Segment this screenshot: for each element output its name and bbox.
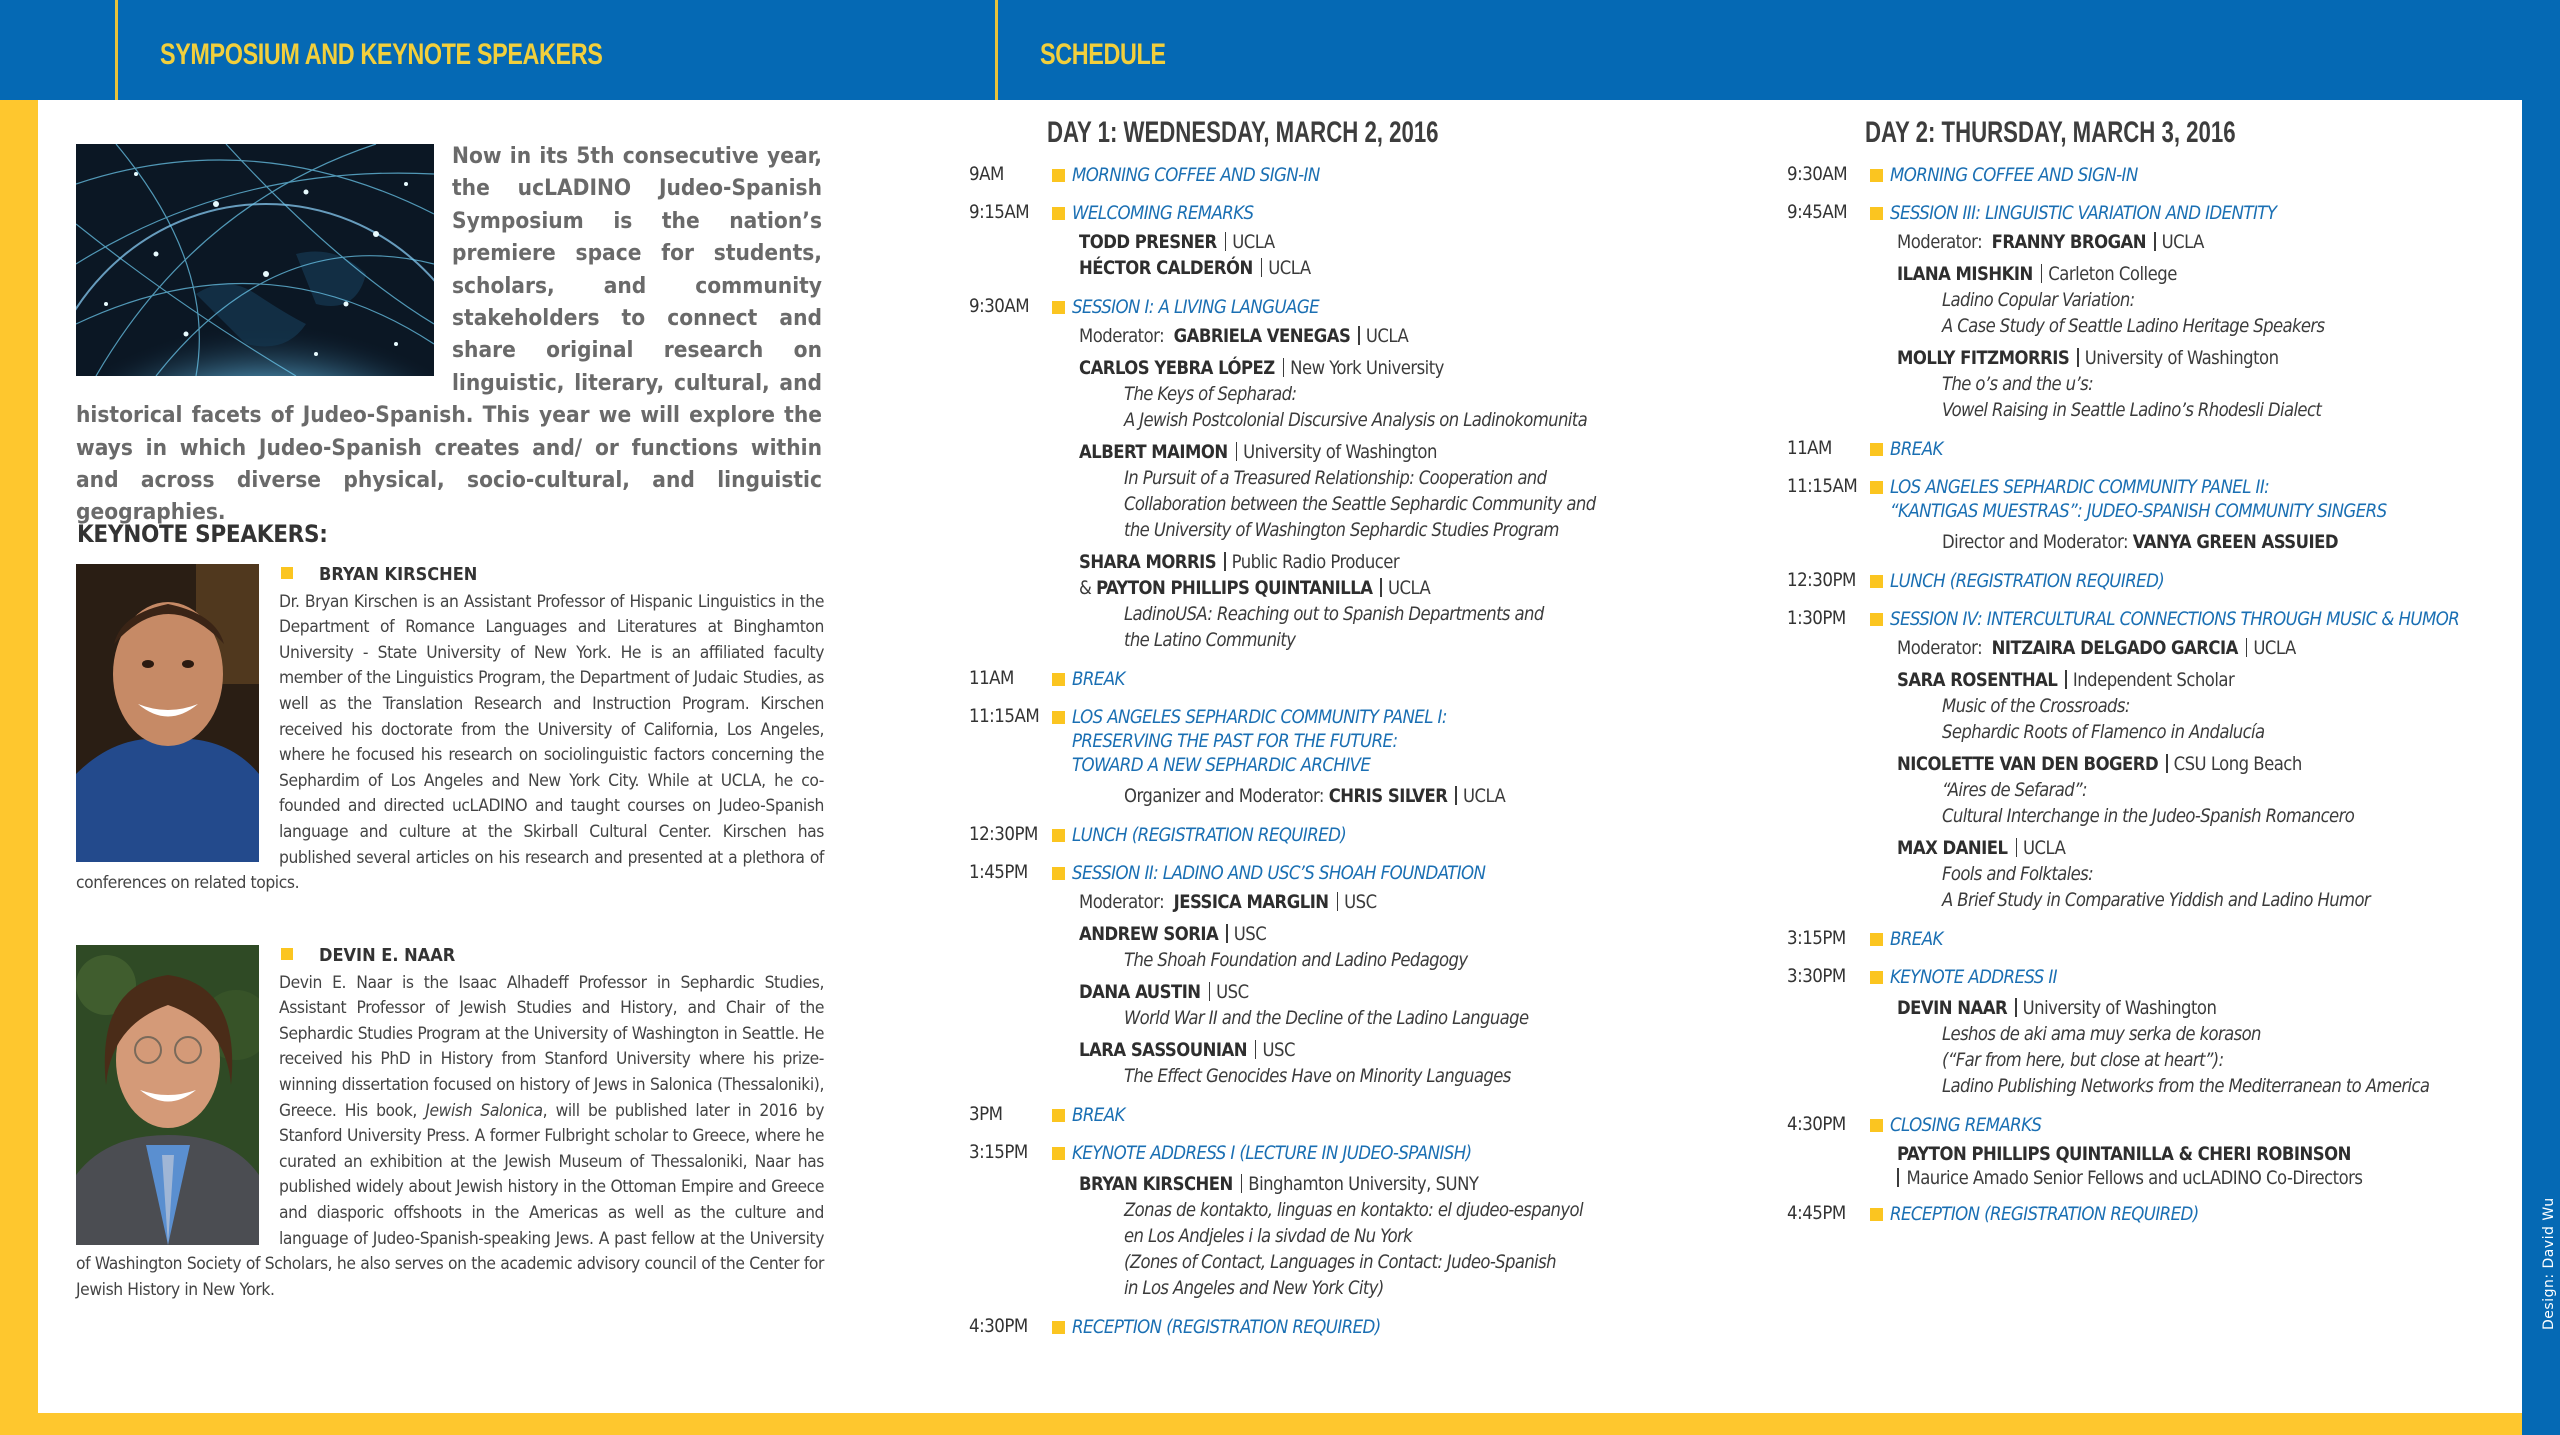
talk [969,1038,1729,1090]
entry-time: 9AM [969,164,1004,185]
schedule-entry [969,164,1729,188]
yellow-square-bullet-icon [1870,613,1883,626]
schedule-entry [1787,476,2547,556]
event-title: SESSION IV: INTERCULTURAL CONNECTIONS THROUGH MUSIC & HUMOR [1890,609,2460,630]
globe-network-image [76,144,434,376]
moderator-affiliation: UCLA [2161,232,2204,253]
day-title: DAY 1: WEDNESDAY, MARCH 2, 2016 [1047,116,1439,149]
presenter [1079,256,1729,282]
talk [1787,996,2547,1100]
moderator [1897,230,2547,256]
schedule-entry [969,706,1729,810]
event-title: MORNING COFFEE AND SIGN-IN [1890,165,2138,186]
moderator-affiliation: UCLA [2253,638,2296,659]
separator-bar [2154,232,2156,251]
bio-text: , will be published later in 2016 by Stanford University Press. A former Fulbright scholar to Greece, where he curated an exhibition at the Jewish Museum of Thessaloniki, Naar has published widely about Jewish history in the Ottoman Empire and Greece and diasporic offshoots in the Americas as well as the culture and language of Judeo-Spanish-speaking Jews. A past fellow at the University of Washington Society of Scholars, he also serves on the academic advisory council of the Center for Jewish History in New York. [76,1100,824,1300]
keynote-speaker-naar [76,943,824,1303]
separator-bar [1224,552,1226,571]
separator-bar [1897,1168,1899,1187]
presenter-affiliation: Binghamton University, SUNY [1248,1174,1479,1195]
entry-time: 4:30PM [969,1316,1028,1337]
schedule-entry [969,1104,1729,1128]
moderator [1897,636,2547,662]
talk-title: Ladino Copular Variation: A Case Study of Seattle Ladino Heritage Speakers [1942,290,2325,337]
presenter-affiliation: Carleton College [2048,264,2177,285]
presenter [1079,230,1729,256]
co-presenter [1079,576,1729,602]
talk-title: The Keys of Sepharad: A Jewish Postcolonial Discursive Analysis on Ladinokomunita [1124,384,1588,431]
event-title: LOS ANGELES SEPHARDIC COMMUNITY PANEL II: “KANTIGAS MUESTRAS”: JUDEO-SPANISH COMMUNITY SINGERS [1890,477,2387,522]
entry-time: 1:30PM [1787,608,1846,629]
header-band [0,0,2560,100]
yellow-square-bullet-icon [281,567,293,579]
talk-title: LadinoUSA: Reaching out to Spanish Departments and the Latino Community [1124,604,1544,651]
moderator-affiliation: UCLA [1365,326,1409,347]
entry-time: 4:45PM [1787,1203,1846,1224]
entry-details [1787,996,2547,1100]
moderator-name: FRANNY BROGAN [1991,232,2147,253]
entry-time: 9:30AM [1787,164,1848,185]
presenter-affiliation: New York University [1290,358,1444,379]
schedule-day-1 [969,116,1729,1340]
schedule-entry [1787,1203,2547,1227]
intro-section [76,140,822,529]
presenter-affiliation: University of Washington [2084,348,2279,369]
closing-affiliation: Maurice Amado Senior Fellows and ucLADINO Co-Directors [1906,1168,2363,1189]
event-title: CLOSING REMARKS [1890,1115,2042,1136]
entry-time: 11:15AM [969,706,1040,727]
yellow-square-bullet-icon [1870,481,1883,494]
intro-text: Now in its 5th consecutive year, the ucLADINO Judeo-Spanish Symposium is the nation’s premiere space for students, scholars, and community stakeholders to connect and share original research on linguistic, literary, cultural, and historical facets of Judeo-Spanish. This year we will explore the ways in which Judeo-Spanish creates and/ or functions within and across diverse physical, socio-cultural, and linguistic geographies. [76,143,822,526]
yellow-square-bullet-icon [1870,443,1883,456]
presenter-name: CARLOS YEBRA LÓPEZ [1079,358,1275,379]
yellow-square-bullet-icon [1052,1109,1065,1122]
yellow-square-bullet-icon [1052,207,1065,220]
presenter [1897,836,2547,862]
presenter-name: MOLLY FITZMORRIS [1897,348,2070,369]
event-title: RECEPTION (REGISTRATION REQUIRED) [1072,1317,1381,1338]
presenter-name: ALBERT MAIMON [1079,442,1228,463]
separator-bar [1255,1040,1257,1059]
yellow-square-bullet-icon [1870,169,1883,182]
presenter-name: DANA AUSTIN [1079,982,1201,1003]
presenter-name: SHARA MORRIS [1079,552,1217,573]
talk-title: The Effect Genocides Have on Minority Languages [1124,1066,1511,1087]
left-yellow-border [0,100,38,1435]
separator-bar [1455,786,1457,805]
presenter [1079,1172,1729,1198]
organizer [1124,784,1729,810]
presenter [1079,356,1729,382]
yellow-square-bullet-icon [1870,1208,1883,1221]
speaker-name: DEVIN E. NAAR [319,945,456,966]
presenter-name: ANDREW SORIA [1079,924,1219,945]
moderator-name: GABRIELA VENEGAS [1173,326,1351,347]
closing-presenters [1897,1142,2547,1168]
day-2-items [1787,164,2547,1227]
schedule-entry [969,296,1729,654]
presenter-name: LARA SASSOUNIAN [1079,1040,1247,1061]
presenter-affiliation: UCLA [1268,258,1311,279]
separator-bar [2041,264,2043,283]
presenter-affiliation: CSU Long Beach [2173,754,2302,775]
entry-time: 11AM [1787,438,1832,459]
moderator-label: Moderator: [1079,326,1165,347]
talk [1787,836,2547,914]
presenter [1079,980,1729,1006]
presenter [1079,550,1729,576]
yellow-square-bullet-icon [1870,207,1883,220]
talk-title: Music of the Crossroads: Sephardic Roots of Flamenco in Andalucía [1942,696,2265,743]
organizer-label: Organizer and Moderator: [1124,786,1324,807]
talk-title: The o’s and the u’s: Vowel Raising in Seattle Ladino’s Rhodesli Dialect [1942,374,2322,421]
separator-bar [2065,670,2067,689]
entry-details [1787,1142,2547,1189]
entry-details [969,1172,1729,1302]
schedule-entry [969,668,1729,692]
moderator-name: JESSICA MARGLIN [1173,892,1329,913]
separator-bar [1380,578,1382,597]
entry-details [969,784,1729,810]
presenter-affiliation: USC [1216,982,1249,1003]
ampersand: & [1079,578,1092,599]
presenter-name: BRYAN KIRSCHEN [1079,1174,1233,1195]
event-title: LUNCH (REGISTRATION REQUIRED) [1072,825,1347,846]
presenter-affiliation: University of Washington [2022,998,2217,1019]
talk [969,980,1729,1032]
presenter [1897,346,2547,372]
talk [1787,262,2547,340]
organizer [1942,530,2547,556]
schedule-day-2 [1787,116,2547,1227]
yellow-square-bullet-icon [1870,971,1883,984]
entry-details [1787,530,2547,556]
organizer-name: CHRIS SILVER [1328,786,1448,807]
yellow-square-bullet-icon [281,948,293,960]
presenter-name: DEVIN NAAR [1897,998,2008,1019]
event-title: LOS ANGELES SEPHARDIC COMMUNITY PANEL I: PRESERVING THE PAST FOR THE FUTURE: TOWARD A NEW SEPHARDIC ARCHIVE [1072,707,1447,776]
moderator-label: Moderator: [1897,232,1983,253]
event-title: MORNING COFFEE AND SIGN-IN [1072,165,1320,186]
entry-time: 12:30PM [1787,570,1856,591]
moderator-name: NITZAIRA DELGADO GARCIA [1991,638,2238,659]
speaker-bio: Dr. Bryan Kirschen is an Assistant Professor of Hispanic Linguistics in the Department of Romance Languages and Literatures at Binghamton University - State University of New York. He is an affiliated faculty member of the Linguistics Program, the Department of Judaic Studies, as well as the Translation Research and Instruction Program. Kirschen received his doctorate from the University of California, Los Angeles, where he focused his research on sociolinguistic factors concerning the Sephardim of Los Angeles and New York City. While at UCLA, he co-founded and directed ucLADINO and taught courses on Judeo-Spanish language and culture at the Skirball Cultural Center. Kirschen has published several articles on his research and presented at a plethora of conferences on related topics. [76,591,824,894]
presenter [1897,262,2547,288]
design-credit: Design: David Wu [2541,1197,2557,1330]
event-title: BREAK [1890,439,1943,460]
keynote-speaker-kirschen [76,562,824,897]
entry-details [969,890,1729,1090]
event-title: KEYNOTE ADDRESS I (LECTURE IN JUDEO-SPANISH) [1072,1143,1472,1164]
schedule-entry [1787,1114,2547,1189]
separator-bar [1225,232,1227,251]
presenter [1079,922,1729,948]
book-title: Jewish Salonica [425,1100,543,1121]
event-title: SESSION II: LADINO AND USC’S SHOAH FOUNDATION [1072,863,1486,884]
yellow-square-bullet-icon [1052,673,1065,686]
talk-title: In Pursuit of a Treasured Relationship: Cooperation and Collaboration between the Seattle Sephardic Community and the University of Washington Sephardic Studies Program [1124,468,1596,541]
entry-time: 3:30PM [1787,966,1846,987]
presenter-name: SARA ROSENTHAL [1897,670,2058,691]
entry-time: 9:45AM [1787,202,1848,223]
yellow-square-bullet-icon [1052,1147,1065,1160]
bottom-yellow-border [0,1413,2522,1435]
separator-bar [1209,982,1211,1001]
entry-time: 3:15PM [969,1142,1028,1163]
separator-bar [2166,754,2168,773]
talk-title: Leshos de aki ama muy serka de korason (“Far from here, but close at heart”): Ladino Publishing Networks from the Mediterranean to America [1942,1024,2430,1097]
header-divider [995,0,998,100]
separator-bar [1261,258,1263,277]
talk-title: World War II and the Decline of the Ladino Language [1124,1008,1529,1029]
entry-details [1787,230,2547,424]
speaker-photo-kirschen [76,564,259,862]
presenter [1897,668,2547,694]
separator-bar [1358,326,1360,345]
event-title: BREAK [1072,1105,1125,1126]
entry-time: 9:30AM [969,296,1030,317]
talk [1787,668,2547,746]
presenter-affiliation: USC [1233,924,1267,945]
moderator [1079,324,1729,350]
presenter [1897,996,2547,1022]
moderator-label: Moderator: [1079,892,1165,913]
event-title: WELCOMING REMARKS [1072,203,1254,224]
schedule-entry [969,1316,1729,1340]
section-title-symposium: SYMPOSIUM AND KEYNOTE SPEAKERS [160,38,603,71]
schedule-entry [1787,966,2547,1100]
presenter-name: TODD PRESNER [1079,232,1217,253]
talk [969,440,1729,544]
moderator-label: Moderator: [1897,638,1983,659]
organizer-affiliation: UCLA [1462,786,1506,807]
schedule-entry [969,862,1729,1090]
presenter-name: PAYTON PHILLIPS QUINTANILLA [1096,578,1373,599]
presenter-affiliation: USC [1262,1040,1295,1061]
talk [969,550,1729,654]
separator-bar [1236,442,1238,461]
talk-title: Fools and Folktales: A Brief Study in Comparative Yiddish and Ladino Humor [1942,864,2371,911]
entry-time: 11AM [969,668,1014,689]
entry-time: 3:15PM [1787,928,1846,949]
day-1-items [969,164,1729,1340]
entry-details [969,230,1729,282]
yellow-square-bullet-icon [1870,933,1883,946]
presenter-affiliation: Independent Scholar [2072,670,2235,691]
presenter-affiliation: UCLA [2023,838,2066,859]
header-divider [115,0,118,100]
yellow-square-bullet-icon [1052,169,1065,182]
talk-title: Zonas de kontakto, linguas en kontakto: el djudeo-espanyol en Los Andjeles i la sivdad de Nu York (Zones of Contact, Languages in Contact: Judeo-Spanish in Los Angeles and New York City) [1124,1200,1583,1299]
yellow-square-bullet-icon [1052,711,1065,724]
yellow-square-bullet-icon [1052,1321,1065,1334]
talk [969,356,1729,434]
event-title: KEYNOTE ADDRESS II [1890,967,2057,988]
moderator [1079,890,1729,916]
talk [969,922,1729,974]
presenter-affiliation: UCLA [1387,578,1431,599]
entry-time: 4:30PM [1787,1114,1846,1135]
event-title: BREAK [1890,929,1943,950]
presenter [1079,440,1729,466]
separator-bar [2016,838,2018,857]
entry-time: 3PM [969,1104,1003,1125]
bio-text: Devin E. Naar is the Isaac Alhadeff Professor in Sephardic Studies, Assistant Professor of Jewish Studies and History, and Chair of the Sephardic Studies Program at the University of Washington in Seattle. He received his PhD in History from Stanford University where his prize-winning dissertation focused on history of Jews in Salonica (Thessaloniki), Greece. His book, [279,972,824,1121]
talk [1787,346,2547,424]
presenter-name: MAX DANIEL [1897,838,2008,859]
presenter [1897,752,2547,778]
schedule-entry [1787,608,2547,914]
separator-bar [2246,638,2248,657]
separator-bar [2077,348,2079,367]
organizer-name: VANYA GREEN ASSUIED [2132,532,2338,553]
presenter-name: ILANA MISHKIN [1897,264,2033,285]
separator-bar [1241,1174,1243,1193]
moderator-affiliation: USC [1344,892,1377,913]
talk-title: The Shoah Foundation and Ladino Pedagogy [1124,950,1468,971]
presenter-affiliation: UCLA [1232,232,1275,253]
event-title: SESSION III: LINGUISTIC VARIATION AND IDENTITY [1890,203,2277,224]
presenter-name: NICOLETTE VAN DEN BOGERD [1897,754,2159,775]
day-title: DAY 2: THURSDAY, MARCH 3, 2016 [1865,116,2236,149]
yellow-square-bullet-icon [1870,1119,1883,1132]
separator-bar [1283,358,1285,377]
talk [969,1172,1729,1302]
yellow-square-bullet-icon [1870,575,1883,588]
closing-names: PAYTON PHILLIPS QUINTANILLA & CHERI ROBINSON [1897,1144,2351,1165]
separator-bar [1226,924,1228,943]
separator-bar [1337,892,1339,911]
speaker-photo-naar [76,945,259,1245]
presenter-name: HÉCTOR CALDERÓN [1079,258,1253,279]
keynote-speakers-heading: KEYNOTE SPEAKERS: [77,520,328,548]
closing-affiliation-row [1897,1168,2547,1189]
event-title: SESSION I: A LIVING LANGUAGE [1072,297,1320,318]
schedule-entry [1787,928,2547,952]
yellow-square-bullet-icon [1052,829,1065,842]
presenter-affiliation: Public Radio Producer [1231,552,1400,573]
yellow-square-bullet-icon [1052,867,1065,880]
organizer-label: Director and Moderator: [1942,532,2129,553]
event-title: LUNCH (REGISTRATION REQUIRED) [1890,571,2165,592]
presenter [1079,1038,1729,1064]
section-title-schedule: SCHEDULE [1040,38,1166,71]
talk [1787,752,2547,830]
separator-bar [2015,998,2017,1017]
talk-title: “Aires de Sefarad”: Cultural Interchange in the Judeo-Spanish Romancero [1942,780,2355,827]
presenter-affiliation: University of Washington [1243,442,1437,463]
entry-time: 9:15AM [969,202,1030,223]
schedule-entry [969,1142,1729,1302]
schedule-entry [1787,570,2547,594]
entry-time: 1:45PM [969,862,1028,883]
schedule-entry [1787,202,2547,424]
yellow-square-bullet-icon [1052,301,1065,314]
speaker-name: BRYAN KIRSCHEN [319,564,478,585]
schedule-entry [1787,164,2547,188]
entry-details [969,324,1729,654]
event-title: RECEPTION (REGISTRATION REQUIRED) [1890,1204,2199,1225]
entry-details [1787,636,2547,914]
schedule-entry [969,202,1729,282]
entry-time: 12:30PM [969,824,1038,845]
schedule-entry [1787,438,2547,462]
entry-time: 11:15AM [1787,476,1858,497]
schedule-entry [969,824,1729,848]
event-title: BREAK [1072,669,1125,690]
